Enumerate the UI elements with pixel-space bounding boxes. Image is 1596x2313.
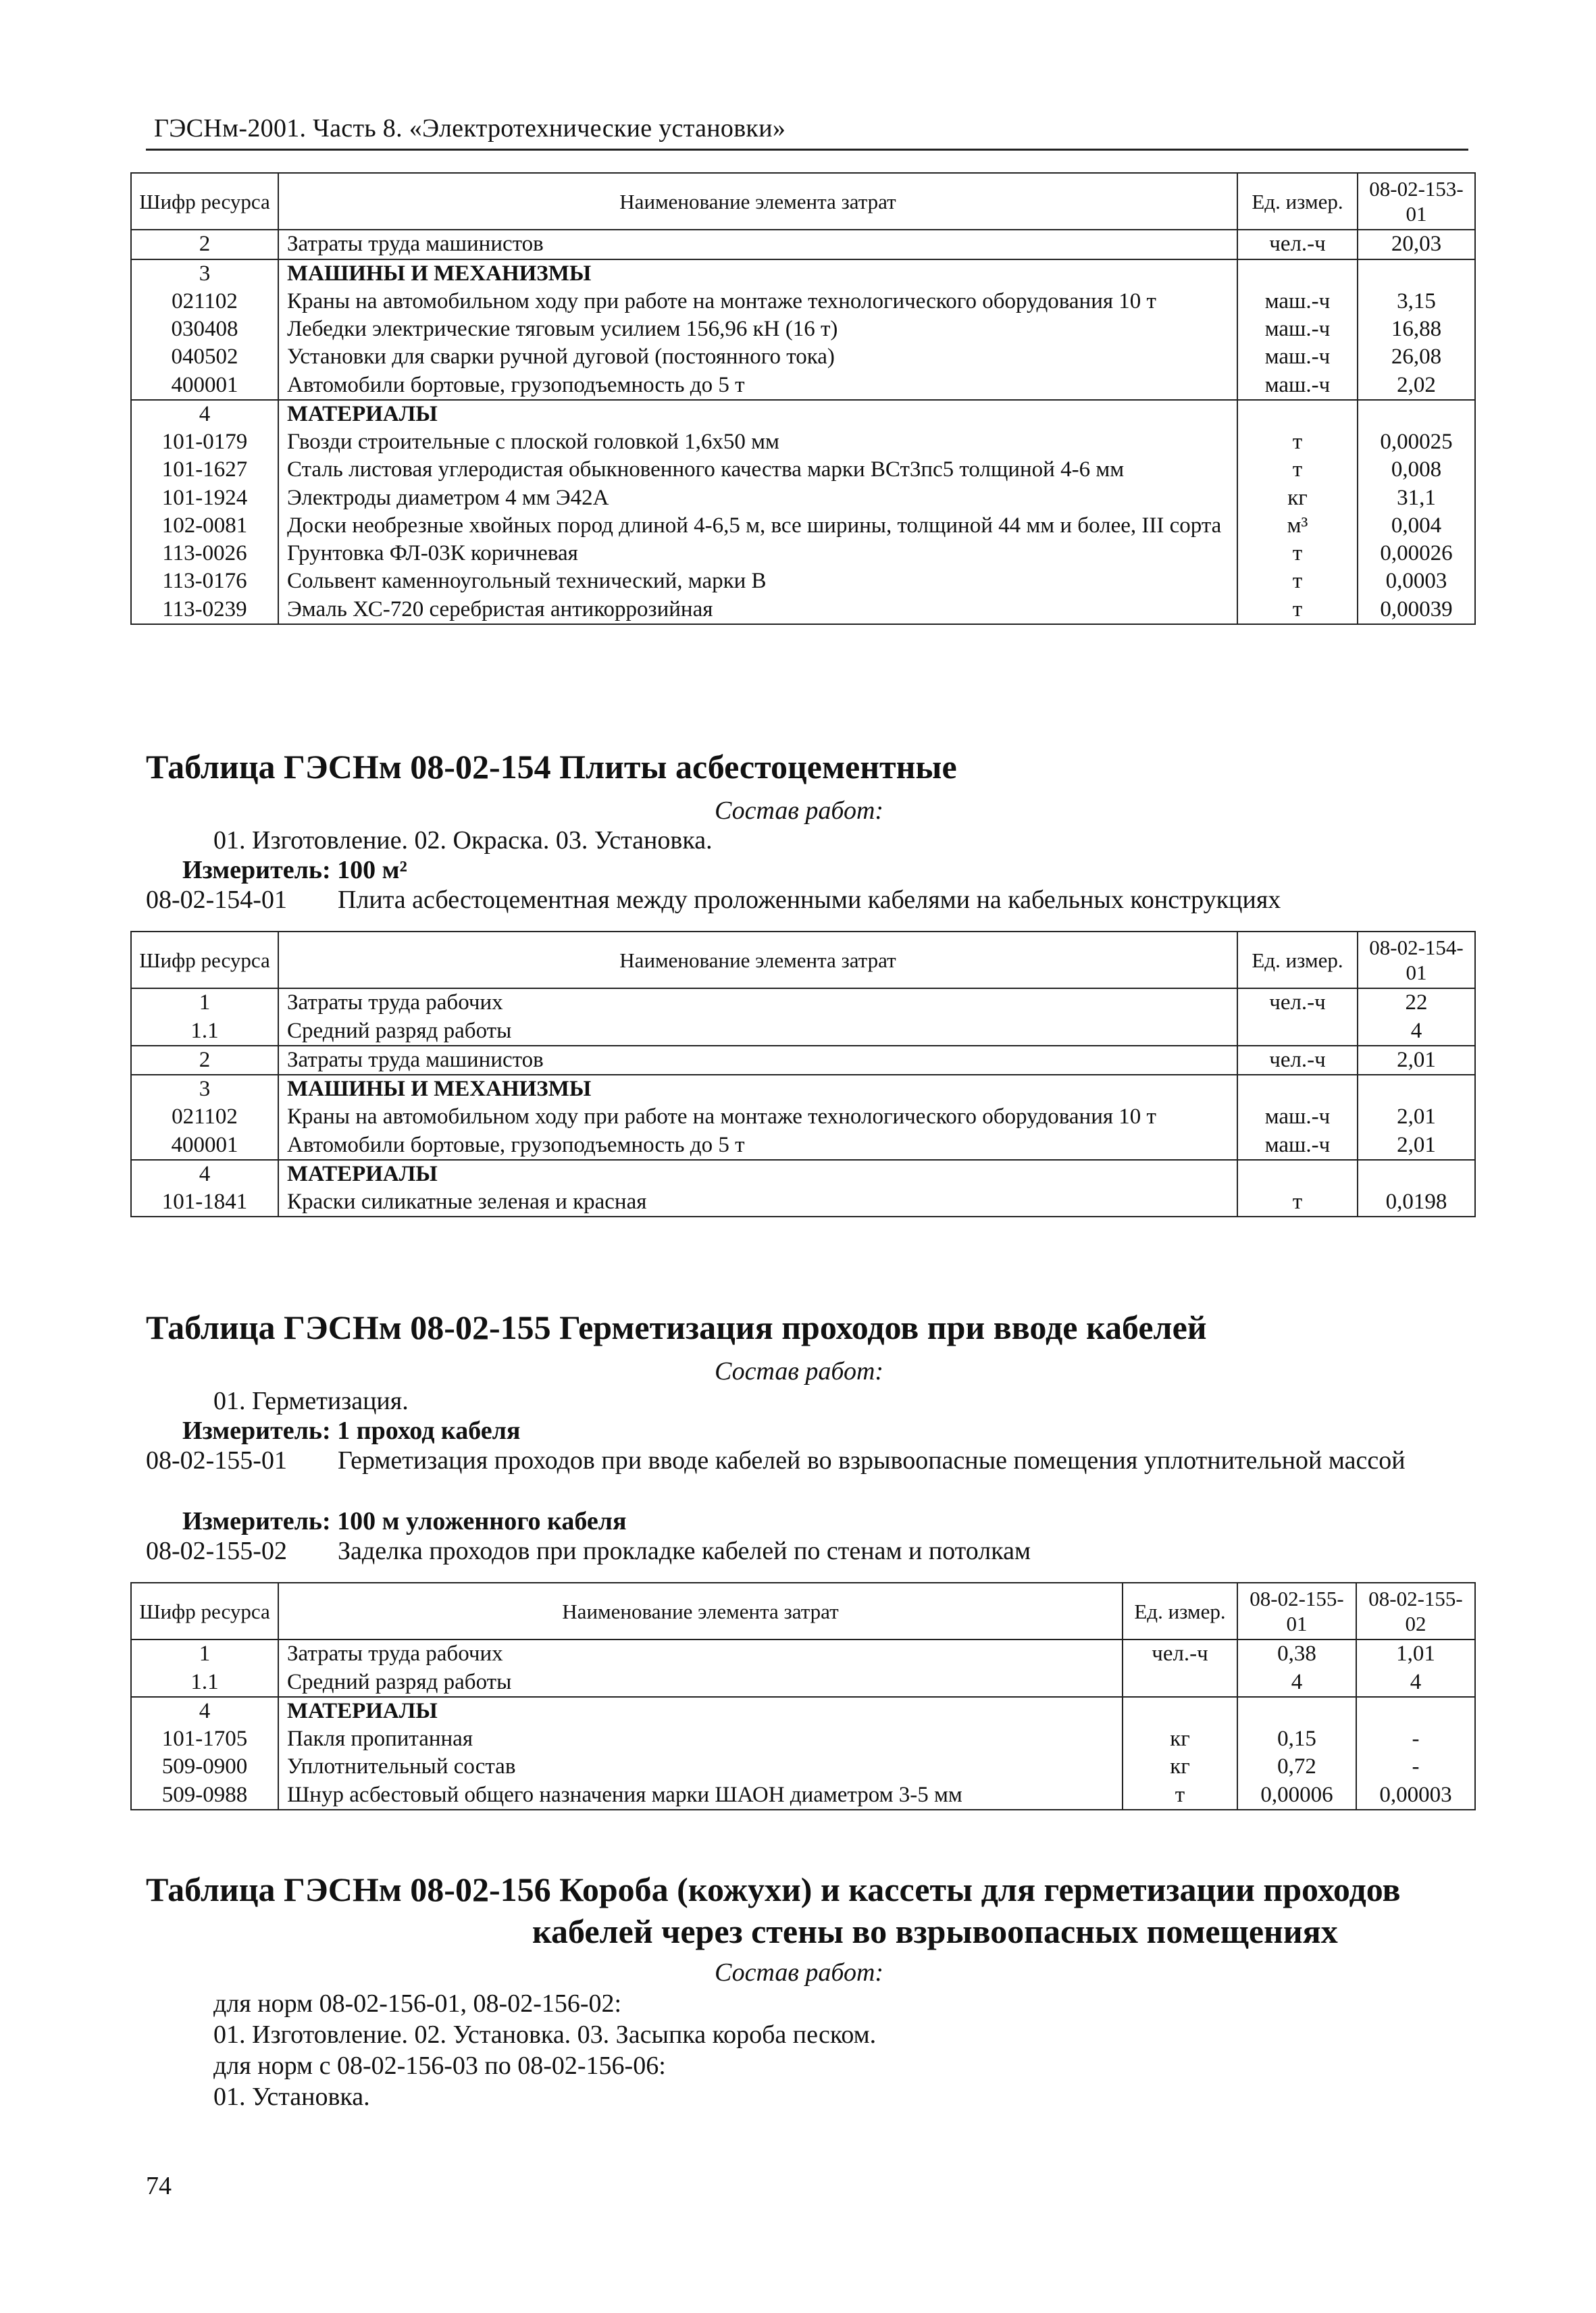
- col-header-name: Наименование элемента затрат: [278, 173, 1237, 230]
- table-row: 101-1841 Краски силикатные зеленая и красная т 0,0198: [131, 1188, 1475, 1217]
- norm-description: Плита асбестоцементная между проложенными кабелями на кабельных конструкциях: [338, 886, 1281, 914]
- table-row: 1.1 Средний разряд работы 4 4: [131, 1669, 1475, 1697]
- page-number: 74: [146, 2172, 172, 2200]
- section-title-156-line2: кабелей через стены во взрывоопасных помещениях: [532, 1912, 1338, 1950]
- table-row: 101-1924 Электроды диаметром 4 мм Э42А кг 31,1: [131, 484, 1475, 512]
- table-row: 1 Затраты труда рабочих чел.-ч 22: [131, 988, 1475, 1017]
- work-composition-heading: Состав работ:: [715, 1357, 884, 1386]
- table-row: 021102 Краны на автомобильном ходу при работе на монтаже технологического оборудования 10 т маш.-ч 2,01: [131, 1103, 1475, 1131]
- table-row: 040502 Установки для сварки ручной дуговой (постоянного тока) маш.-ч 26,08: [131, 343, 1475, 371]
- table-row: 113-0026 Грунтовка ФЛ-03К коричневая т 0,00026: [131, 540, 1475, 567]
- col-header-norm-1: 08-02-155-01: [1237, 1583, 1356, 1640]
- measure-unit: Измеритель: 100 м уложенного кабеля: [182, 1507, 627, 1535]
- table-row: 113-0239 Эмаль ХС-720 серебристая антикоррозийная т 0,00039: [131, 596, 1475, 624]
- col-header-code: Шифр ресурса: [131, 932, 278, 988]
- measure-unit: Измеритель: 100 м²: [182, 856, 407, 884]
- col-header-unit: Ед. измер.: [1237, 173, 1358, 230]
- table-row: 2 Затраты труда машинистов чел.-ч 20,03: [131, 230, 1475, 259]
- col-header-name: Наименование элемента затрат: [278, 932, 1237, 988]
- norm-description: Герметизация проходов при вводе кабелей во взрывоопасные помещения уплотнительной массой: [338, 1446, 1406, 1475]
- work-composition-line: 01. Изготовление. 02. Установка. 03. Засыпка короба песком.: [213, 2020, 877, 2049]
- table-row: 1.1 Средний разряд работы 4: [131, 1017, 1475, 1046]
- norm-description: Заделка проходов при прокладке кабелей по стенам и потолкам: [338, 1537, 1031, 1565]
- col-header-norm: 08-02-154-01: [1358, 932, 1475, 988]
- col-header-norm: 08-02-153-01: [1358, 173, 1475, 230]
- section-title-155: Таблица ГЭСНм 08-02-155 Герметизация проходов при вводе кабелей: [146, 1308, 1207, 1346]
- table-08-02-154: [130, 931, 1476, 1217]
- table-row: 3 МАШИНЫ И МЕХАНИЗМЫ: [131, 1075, 1475, 1103]
- norm-code: 08-02-155-02: [146, 1537, 287, 1565]
- table-row: 509-0900 Уплотнительный состав кг 0,72 -: [131, 1753, 1475, 1781]
- work-composition-heading: Состав работ:: [715, 796, 884, 825]
- table-row: 101-1627 Сталь листовая углеродистая обыкновенного качества марки ВСт3пс5 толщиной 4-6 мм т 0,008: [131, 456, 1475, 484]
- measure-unit: Измеритель: 1 проход кабеля: [182, 1417, 521, 1445]
- table-row: 113-0176 Сольвент каменноугольный технический, марки В т 0,0003: [131, 567, 1475, 595]
- table-row: 101-0179 Гвозди строительные с плоской головкой 1,6х50 мм т 0,00025: [131, 428, 1475, 456]
- section-title-154: Таблица ГЭСНм 08-02-154 Плиты асбестоцементные: [146, 748, 957, 786]
- header-rule: [146, 149, 1468, 151]
- section-title-156: Таблица ГЭСНм 08-02-156 Короба (кожухи) и кассеты для герметизации проходов: [146, 1871, 1401, 1908]
- table-row: 102-0081 Доски необрезные хвойных пород длиной 4-6,5 м, все ширины, толщиной 44 мм и более, III сорта м³ 0,004: [131, 512, 1475, 540]
- work-composition-line: 01. Установка.: [213, 2083, 370, 2111]
- norm-code: 08-02-155-01: [146, 1446, 287, 1475]
- norm-code: 08-02-154-01: [146, 886, 287, 914]
- table-row: 101-1705 Пакля пропитанная кг 0,15 -: [131, 1725, 1475, 1753]
- work-composition-line: для норм с 08-02-156-03 по 08-02-156-06:: [213, 2052, 666, 2080]
- table-08-02-155: [130, 1582, 1476, 1810]
- running-header: ГЭСНм-2001. Часть 8. «Электротехнические установки»: [154, 114, 786, 143]
- work-composition-heading: Состав работ:: [715, 1958, 884, 1987]
- col-header-unit: Ед. измер.: [1123, 1583, 1237, 1640]
- table-row: 030408 Лебедки электрические тяговым усилием 156,96 кН (16 т) маш.-ч 16,88: [131, 315, 1475, 343]
- col-header-code: Шифр ресурса: [131, 1583, 278, 1640]
- table-row: 021102 Краны на автомобильном ходу при работе на монтаже технологического оборудования 10 т маш.-ч 3,15: [131, 288, 1475, 315]
- col-header-unit: Ед. измер.: [1237, 932, 1358, 988]
- col-header-name: Наименование элемента затрат: [278, 1583, 1123, 1640]
- work-composition-line: для норм 08-02-156-01, 08-02-156-02:: [213, 1989, 622, 2018]
- table-row: 400001 Автомобили бортовые, грузоподъемность до 5 т маш.-ч 2,01: [131, 1132, 1475, 1160]
- table-row: 2 Затраты труда машинистов чел.-ч 2,01: [131, 1046, 1475, 1075]
- col-header-code: Шифр ресурса: [131, 173, 278, 230]
- table-row: 400001 Автомобили бортовые, грузоподъемность до 5 т маш.-ч 2,02: [131, 372, 1475, 400]
- table-08-02-153: [130, 172, 1476, 625]
- col-header-norm-2: 08-02-155-02: [1356, 1583, 1475, 1640]
- work-composition-items: 01. Герметизация.: [213, 1387, 409, 1415]
- table-row: 509-0988 Шнур асбестовый общего назначения марки ШАОН диаметром 3-5 мм т 0,00006 0,00003: [131, 1781, 1475, 1810]
- work-composition-items: 01. Изготовление. 02. Окраска. 03. Установка.: [213, 826, 713, 855]
- table-row: 4 МАТЕРИАЛЫ: [131, 1697, 1475, 1725]
- table-row: 4 МАТЕРИАЛЫ: [131, 400, 1475, 428]
- table-row: 1 Затраты труда рабочих чел.-ч 0,38 1,01: [131, 1640, 1475, 1668]
- table-row: 3 МАШИНЫ И МЕХАНИЗМЫ: [131, 259, 1475, 288]
- table-row: 4 МАТЕРИАЛЫ: [131, 1160, 1475, 1188]
